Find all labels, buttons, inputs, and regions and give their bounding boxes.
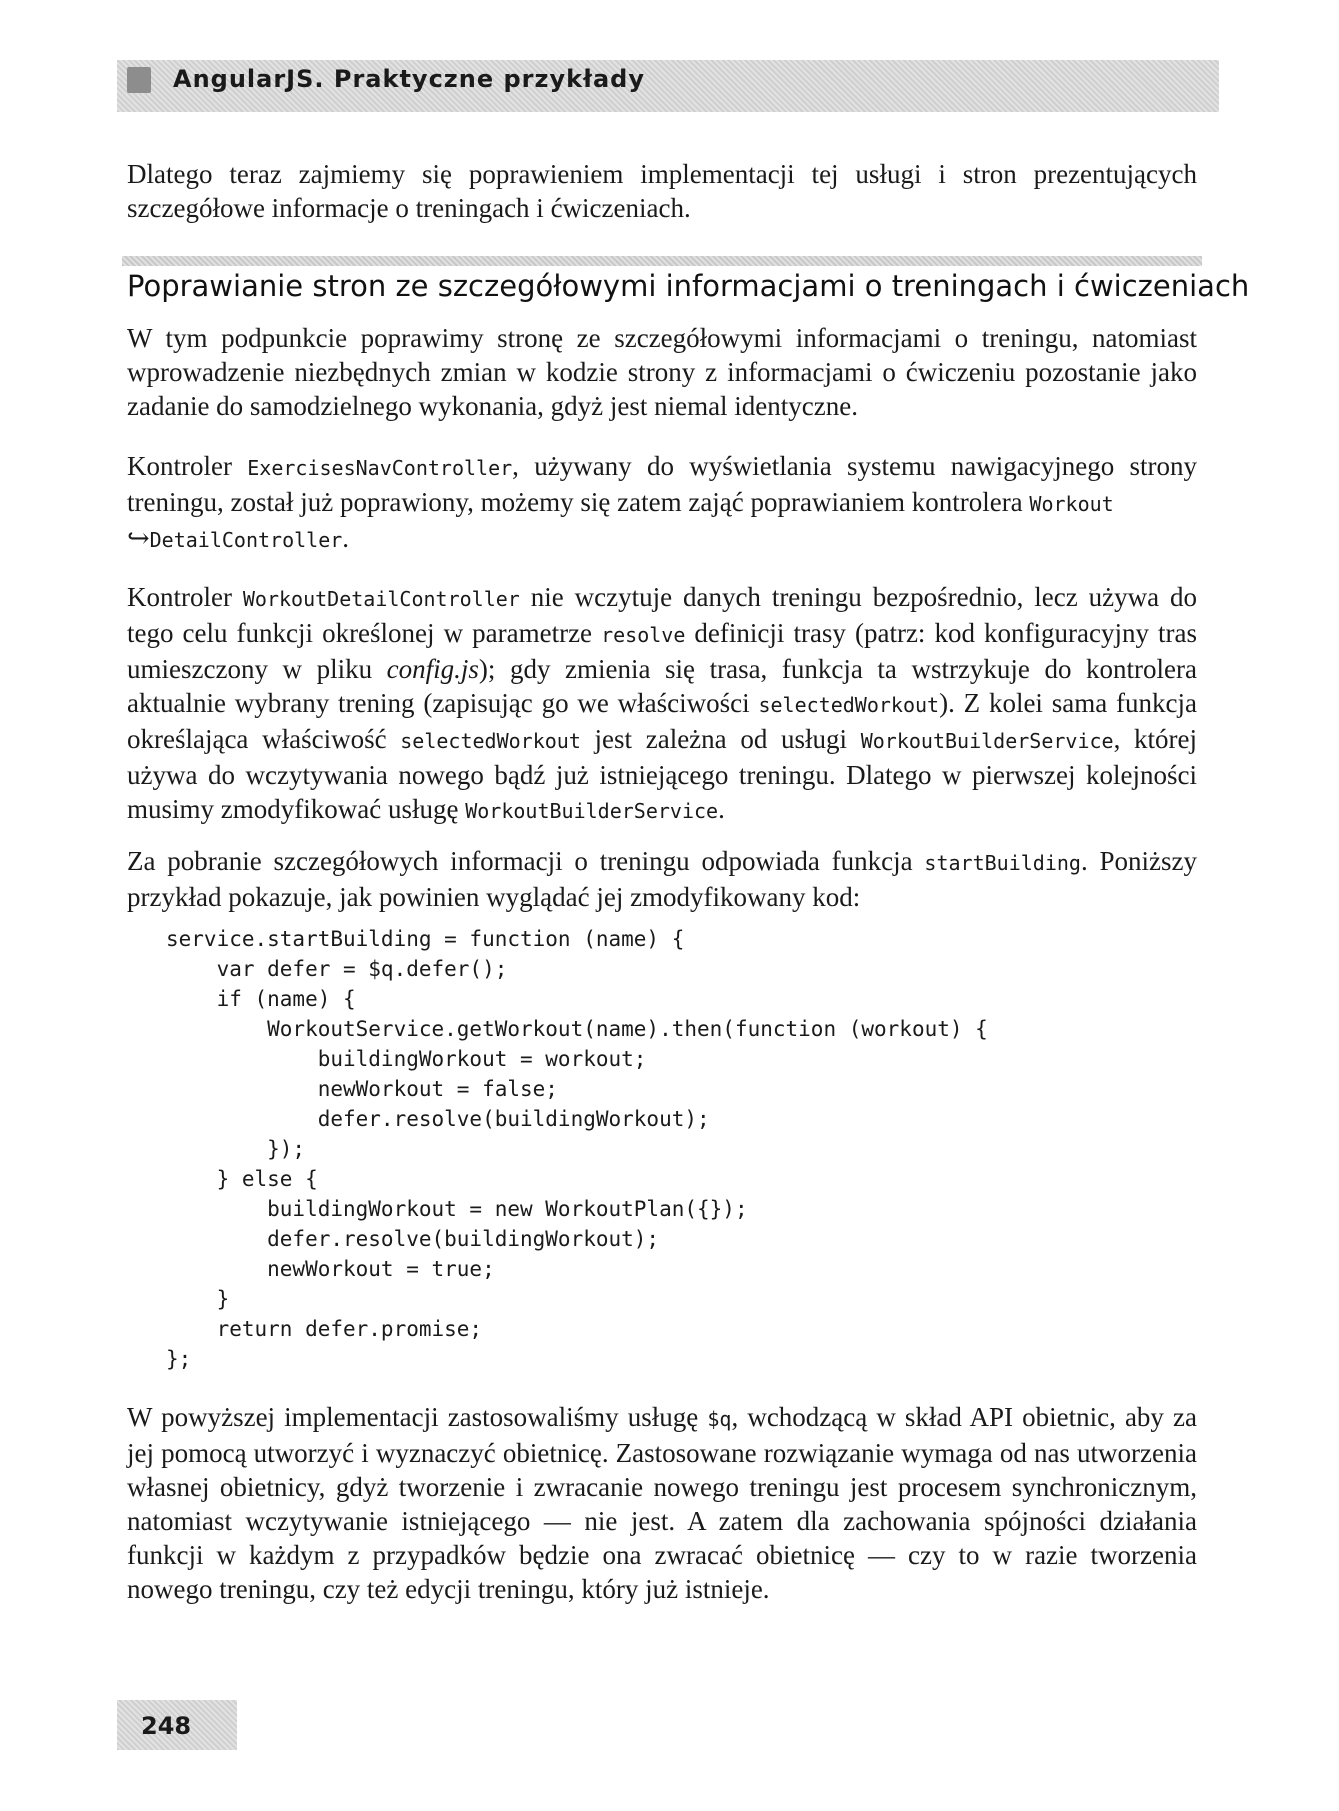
code-resolve: resolve bbox=[601, 623, 686, 647]
page-number: 248 bbox=[141, 1712, 192, 1740]
intro-paragraph: Dlatego teraz zajmiemy się poprawieniem implementacji tej usługi i stron prezentujących szczegółowe informacje o treningach i ćwiczeniach. bbox=[127, 159, 1197, 223]
code-workoutbuilderservice-2: WorkoutBuilderService bbox=[465, 799, 719, 823]
code-selectedworkout: selectedWorkout bbox=[758, 693, 940, 717]
section-heading: Poprawianie stron ze szczegółowymi informacjami o treningach i ćwiczeniach bbox=[127, 269, 1250, 303]
code-workoutbuilderservice: WorkoutBuilderService bbox=[860, 729, 1114, 753]
paragraph-4: Za pobranie szczegółowych informacji o treningu odpowiada funkcja startBuilding. Poniższy przykład pokazuje, jak powinien wyglądać jej zmodyfikowany kod: bbox=[127, 846, 1197, 912]
code-workout: Workout bbox=[1029, 492, 1114, 516]
code-workoutdetailcontroller: WorkoutDetailController bbox=[242, 587, 520, 611]
running-header-title: AngularJS. Praktyczne przykłady bbox=[173, 65, 645, 93]
paragraph-5: W powyższej implementacji zastosowaliśmy usługę $q, wchodzącą w skład API obietnic, aby za jej pomocą utworzyć i wyznaczyć obietnicę. Zastosowane rozwiązanie wymaga od nas utworzenia własnej obietnicy, gdyż tworzenie i zwracanie nowego treningu jest procesem synchronicznym, natomiast wczytywanie istniejącego — nie jest. A zatem dla zachowania spójności działania funkcji w każdym z przypadków będzie ona zwracać obietnicę — czy to w razie tworzenia nowego treningu, czy też edycji treningu, który już istnieje. bbox=[127, 1402, 1198, 1604]
code-listing: service.startBuilding = function (name) { var defer = $q.defer(); if (name) { WorkoutService.getWorkout(name).then(function (workout) { buildingWorkout = workout; newWorkout = false; defer.resolve(buildingWorkout); }); } else { buildingWorkout = new WorkoutPlan({}); defer.resolve(buildingWorkout); newWorkout = true; } return defer.promise; }; bbox=[166, 927, 988, 1371]
paragraph-1: W tym podpunkcie poprawimy stronę ze szczegółowymi informacjami o treningu, natomiast wprowadzenie niezbędnych zmian w kodzie strony z informacjami o ćwiczeniu pozostanie jako zadanie do samodzielnego wykonania, gdyż jest niemal identyczne. bbox=[127, 323, 1197, 421]
header-marker bbox=[127, 67, 151, 93]
code-selectedworkout-2: selectedWorkout bbox=[400, 729, 581, 753]
code-exercisesnavcontroller: ExercisesNavController bbox=[247, 456, 513, 480]
section-divider bbox=[122, 256, 1202, 266]
code-detailcontroller: DetailController bbox=[149, 528, 343, 552]
paragraph-2: Kontroler ExercisesNavController, używany do wyświetlania systemu nawigacyjnego strony treningu, został już poprawiony, możemy się zatem zająć poprawianiem kontrolera Workout ↪DetailController. bbox=[127, 451, 1198, 553]
paragraph-3: Kontroler WorkoutDetailController nie wczytuje danych treningu bezpośrednio, lecz używa do tego celu funkcji określonej w parametrze resolve definicji trasy (patrz: kod konfiguracyjny tras umieszczony w pliku config.js); gdy zmienia się trasa, funkcja ta wstrzykuje do kontrolera aktualnie wybrany trening (zapisując go we właściwości selectedWorkout). Z kolei sama funkcja określająca właściwość selectedWorkout jest zależna od usługi WorkoutBuilderService, której używa do wczytywania nowego bądź już istniejącego treningu. Dlatego w pierwszej kolejności musimy zmodyfikować usługę WorkoutBuilderService. bbox=[127, 582, 1198, 824]
line-wrap-arrow: ↪ bbox=[127, 523, 150, 553]
code-startbuilding: startBuilding bbox=[924, 851, 1081, 875]
file-name: config.js bbox=[386, 654, 479, 684]
code-q: $q bbox=[707, 1407, 732, 1431]
